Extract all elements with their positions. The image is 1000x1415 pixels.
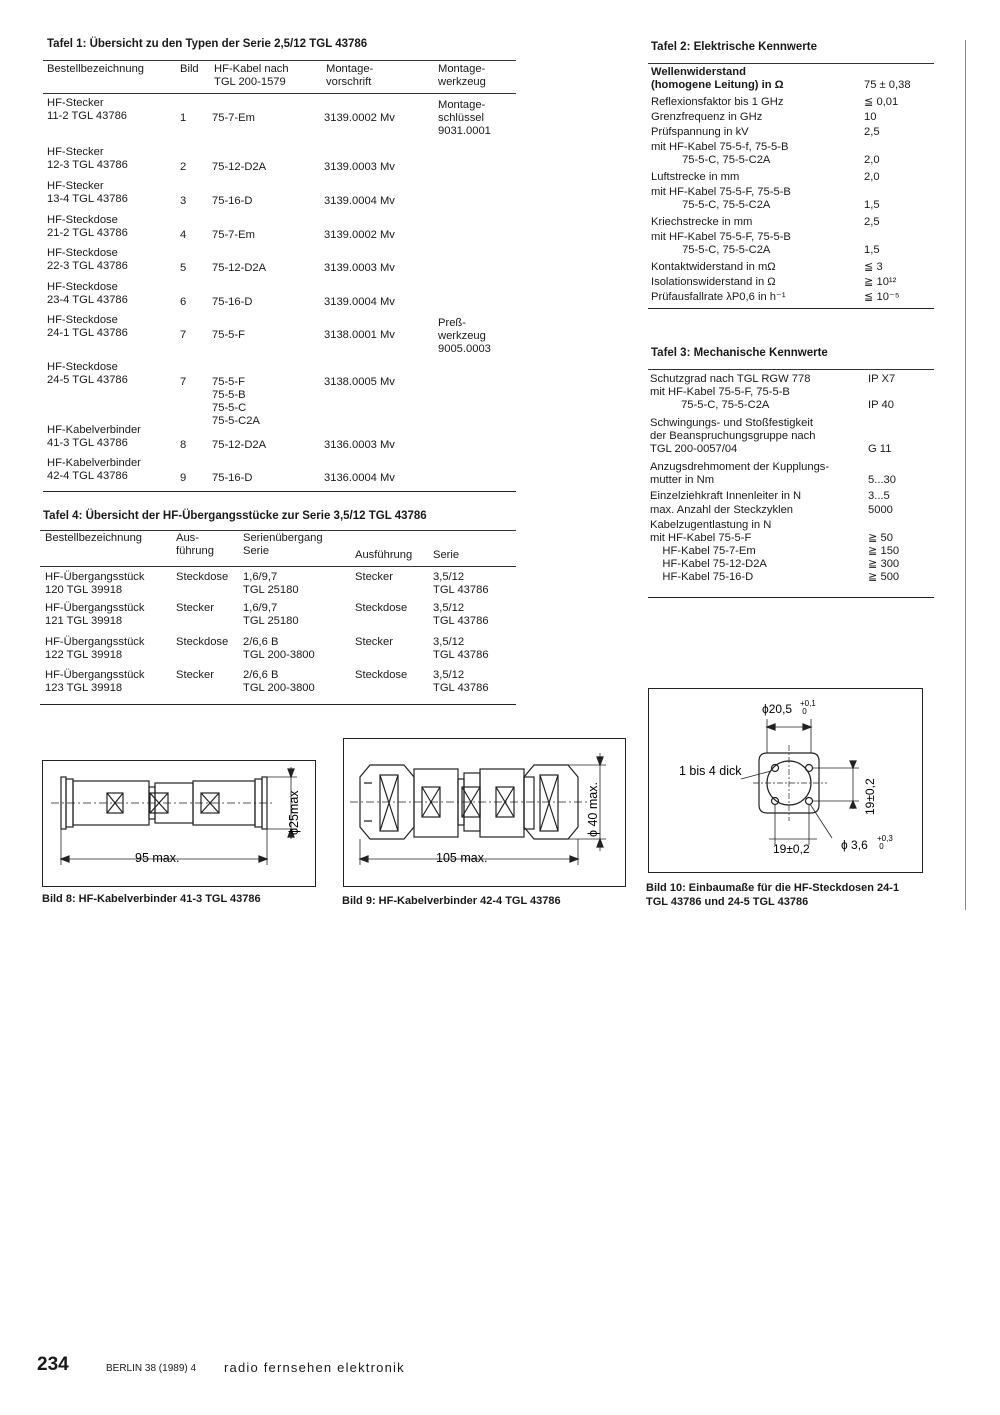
tafel1-row-vorschrift: 3136.0003 Mv — [324, 439, 395, 451]
tafel2-row-value: 2,5 — [864, 216, 880, 228]
bild9-diameter-dim: ϕ 40 max. — [586, 782, 600, 837]
tafel2-row-label: mit HF-Kabel 75-5-f, 75-5-B 75-5-C, 75-5-C2A — [651, 141, 789, 166]
tafel2-row-value: ≦ 0,01 — [864, 96, 899, 108]
tafel1-row-bild: 9 — [180, 472, 187, 484]
bild9-length-dim: 105 max. — [436, 851, 488, 865]
tafel1-row-bild: 8 — [180, 439, 187, 451]
tafel1-row-vorschrift: 3138.0001 Mv — [324, 329, 395, 341]
tafel4-row-serie: 2/6,6 B TGL 200-3800 — [243, 669, 315, 694]
bild10-top-dim: ϕ20,5 — [762, 702, 793, 716]
tafel2-row-label: mit HF-Kabel 75-5-F, 75-5-B 75-5-C, 75-5-C2A — [651, 186, 791, 211]
tafel2-row-value: 2,0 — [864, 154, 880, 166]
bild10-side-dim: 19±0,2 — [863, 778, 877, 815]
tafel2-row-value: ≦ 3 — [864, 261, 883, 273]
tafel1-header-cell: HF-Kabel nach TGL 200-1579 — [214, 63, 289, 88]
tafel1-row-bild: 4 — [180, 229, 187, 241]
tafel1-row-vorschrift: 3139.0003 Mv — [324, 262, 395, 274]
tafel4-row-ausfuehrung2: Stecker — [355, 636, 393, 648]
tafel4-row-serie: 1,6/9,7 TGL 25180 — [243, 571, 299, 596]
bild8-length-dim: 95 max. — [135, 851, 180, 865]
bild10-hole-tol: +0,3 0 — [877, 834, 893, 851]
tafel4-row-serie2: 3,5/12 TGL 43786 — [433, 669, 489, 694]
tafel1-header-cell: Bestellbezeichnung — [47, 63, 145, 75]
tafel1-row-bild: 2 — [180, 161, 187, 173]
bild9-caption: Bild 9: HF-Kabelverbinder 42-4 TGL 43786 — [342, 895, 561, 907]
bild10-frame — [648, 688, 923, 873]
tafel2-row-label: Reflexionsfaktor bis 1 GHz — [651, 96, 784, 108]
tafel1-row-vorschrift: 3139.0003 Mv — [324, 161, 395, 173]
tafel2-title: Tafel 2: Elektrische Kennwerte — [651, 41, 817, 53]
tafel1-row-name: HF-Steckdose 22-3 TGL 43786 — [47, 247, 128, 272]
bild10-thickness-label: 1 bis 4 dick — [679, 764, 742, 778]
tafel1-row-bild: 5 — [180, 262, 187, 274]
tafel2-rule-bottom — [648, 308, 934, 309]
tafel3-rule-top — [648, 369, 934, 370]
tafel1-rule-top — [43, 60, 516, 61]
tafel1-row-kabel: 75-16-D — [212, 472, 253, 484]
tafel2-row-label: mit HF-Kabel 75-5-F, 75-5-B 75-5-C, 75-5-C2A — [651, 231, 791, 256]
tafel1-row-bild: 3 — [180, 195, 187, 207]
tafel2-row-label: Kontaktwiderstand in mΩ — [651, 261, 776, 273]
bild10-top-tol: +0,1 0 — [800, 699, 816, 716]
tafel1-row-bild: 6 — [180, 296, 187, 308]
tafel4-row-ausfuehrung: Stecker — [176, 602, 214, 614]
tafel1-row-vorschrift: 3139.0004 Mv — [324, 296, 395, 308]
tafel2-row-value: 2,5 — [864, 126, 880, 138]
tafel2-row-label: Grenzfrequenz in GHz — [651, 111, 763, 123]
tafel4-row-name: HF-Übergangsstück 123 TGL 39918 — [45, 669, 145, 694]
tafel4-row-serie: 2/6,6 B TGL 200-3800 — [243, 636, 315, 661]
tafel4-header-cell: Aus- führung — [176, 532, 214, 557]
tafel3-row-label: Schutzgrad nach TGL RGW 778 mit HF-Kabel 75-5-F, 75-5-B 75-5-C, 75-5-C2A — [650, 373, 811, 411]
tafel1-row-name: HF-Steckdose 21-2 TGL 43786 — [47, 214, 128, 239]
tafel1-row-vorschrift: 3139.0004 Mv — [324, 195, 395, 207]
bild8-frame — [42, 760, 316, 887]
tafel4-row-ausfuehrung2: Steckdose — [355, 669, 408, 681]
tafel3-row-value: ≧ 50 ≧ 150 ≧ 300 ≧ 500 — [868, 532, 900, 583]
tafel1-row-kabel: 75-5-F — [212, 329, 245, 341]
tafel3-row-value: 5000 — [868, 504, 893, 517]
tafel2-row-label: Isolationswiderstand in Ω — [651, 276, 776, 288]
tafel1-header-cell: Montage- vorschrift — [326, 63, 374, 88]
tafel3-title: Tafel 3: Mechanische Kennwerte — [651, 347, 828, 359]
tafel4-row-serie2: 3,5/12 TGL 43786 — [433, 571, 489, 596]
tafel1-row-kabel: 75-12-D2A — [212, 262, 267, 274]
tafel4-header-cell: Bestellbezeichnung — [45, 532, 143, 544]
tafel4-row-ausfuehrung2: Steckdose — [355, 602, 408, 614]
tafel1-row-name: HF-Stecker 12-3 TGL 43786 — [47, 146, 128, 171]
bild9-frame — [343, 738, 626, 887]
tafel4-header-rule — [40, 566, 516, 567]
tafel3-row-label: Anzugsdrehmoment der Kupplungs- mutter in Nm — [650, 460, 830, 486]
tafel4-row-name: HF-Übergangsstück 120 TGL 39918 — [45, 571, 145, 596]
tafel4-row-name: HF-Übergangsstück 122 TGL 39918 — [45, 636, 145, 661]
tafel4-title: Tafel 4: Übersicht der HF-Übergangsstücke zur Serie 3,5/12 TGL 43786 — [43, 510, 427, 522]
tafel4-rule-bottom — [40, 704, 516, 705]
tafel1-row-vorschrift: 3138.0005 Mv — [324, 376, 395, 388]
tafel4-header-cell: Serie — [433, 549, 460, 561]
tafel1-row-name: HF-Steckdose 24-5 TGL 43786 — [47, 361, 128, 386]
tafel4-rule-top — [40, 530, 516, 531]
bild8-diameter-dim: ϕ25max — [287, 790, 301, 835]
tafel1-row-bild: 7 — [180, 329, 187, 341]
tafel1-row-name: HF-Stecker 11-2 TGL 43786 — [47, 97, 128, 122]
tafel3-row-label: Schwingungs- und Stoßfestigkeit der Beanspruchungsgruppe nach TGL 200-0057/04 — [650, 416, 816, 455]
tafel4-row-ausfuehrung: Steckdose — [176, 571, 229, 583]
tafel1-title: Tafel 1: Übersicht zu den Typen der Serie 2,5/12 TGL 43786 — [47, 38, 368, 50]
tafel1-row-name: HF-Stecker 13-4 TGL 43786 — [47, 180, 128, 205]
tafel3-row-value: 5...30 — [868, 473, 896, 486]
tafel3-row-label: Einzelziehkraft Innenleiter in N — [650, 489, 802, 502]
tafel1-row-vorschrift: 3136.0004 Mv — [324, 472, 395, 484]
tafel1-row-name: HF-Kabelverbinder 41-3 TGL 43786 — [47, 424, 141, 449]
tafel4-row-ausfuehrung2: Stecker — [355, 571, 393, 583]
tafel3-row-value: G 11 — [868, 442, 892, 455]
tafel1-row-werkzeug: Preß- werkzeug 9005.0003 — [438, 317, 491, 355]
tafel2-row-value: ≧ 10¹² — [864, 276, 897, 288]
tafel2-row-value: ≦ 10⁻⁵ — [864, 291, 900, 303]
tafel3-row-value: 3...5 — [868, 489, 890, 502]
tafel2-row-label: Luftstrecke in mm — [651, 171, 740, 183]
tafel1-row-name: HF-Steckdose 24-1 TGL 43786 — [47, 314, 128, 339]
bild10-drawing — [649, 689, 922, 872]
tafel3-rule-bottom — [648, 597, 934, 598]
tafel4-row-serie2: 3,5/12 TGL 43786 — [433, 636, 489, 661]
tafel1-row-kabel: 75-5-F 75-5-B 75-5-C 75-5-C2A — [212, 376, 260, 427]
tafel1-row-werkzeug: Montage- schlüssel 9031.0001 — [438, 99, 491, 137]
tafel4-row-ausfuehrung: Stecker — [176, 669, 214, 681]
tafel2-row-value: 1,5 — [864, 244, 880, 256]
tafel4-header-cell: Serienübergang Serie — [243, 532, 323, 557]
tafel4-row-serie2: 3,5/12 TGL 43786 — [433, 602, 489, 627]
tafel2-row-label: Prüfspannung in kV — [651, 126, 749, 138]
tafel2-row-label: Wellenwiderstand (homogene Leitung) in Ω — [651, 66, 784, 91]
tafel1-rule-bottom — [43, 491, 516, 492]
bild8-drawing — [43, 761, 315, 886]
tafel2-rule-top — [648, 63, 934, 64]
bild10-caption: Bild 10: Einbaumaße für die HF-Steckdosen 24-1 TGL 43786 und 24-5 TGL 43786 — [646, 882, 900, 908]
tafel1-row-bild: 7 — [180, 376, 187, 388]
tafel2-row-label: Kriechstrecke in mm — [651, 216, 753, 228]
tafel3-row-label: Kabelzugentlastung in N mit HF-Kabel 75-5-F HF-Kabel 75-7-Em HF-Kabel 75-12-D2A HF-Kabel 75-16-D — [650, 519, 772, 583]
tafel1-header-rule — [43, 93, 516, 94]
tafel2-row-value: 2,0 — [864, 171, 880, 183]
magazine-name: radio fernsehen elektronik — [224, 1360, 405, 1375]
page-margin-rule — [965, 40, 966, 910]
tafel2-row-value: 75 ± 0,38 — [864, 79, 911, 91]
tafel1-row-kabel: 75-12-D2A — [212, 161, 267, 173]
page-number: 234 — [37, 1354, 69, 1375]
issue-label: BERLIN 38 (1989) 4 — [106, 1363, 197, 1374]
tafel1-row-kabel: 75-12-D2A — [212, 439, 267, 451]
tafel1-row-kabel: 75-7-Em — [212, 229, 255, 241]
tafel4-row-ausfuehrung: Steckdose — [176, 636, 229, 648]
tafel1-row-name: HF-Kabelverbinder 42-4 TGL 43786 — [47, 457, 141, 482]
tafel3-row-label: max. Anzahl der Steckzyklen — [650, 504, 794, 517]
bild8-caption: Bild 8: HF-Kabelverbinder 41-3 TGL 43786 — [42, 893, 261, 905]
tafel1-row-kabel: 75-16-D — [212, 195, 253, 207]
tafel1-header-cell: Montage- werkzeug — [438, 63, 486, 88]
tafel2-row-value: 1,5 — [864, 199, 880, 211]
tafel3-row-value: IP X7 IP 40 — [868, 373, 896, 411]
tafel2-row-label: Prüfausfallrate λP0,6 in h⁻¹ — [651, 291, 786, 303]
tafel1-row-bild: 1 — [180, 112, 187, 124]
tafel1-row-vorschrift: 3139.0002 Mv — [324, 229, 395, 241]
tafel4-row-serie: 1,6/9,7 TGL 25180 — [243, 602, 299, 627]
tafel1-row-name: HF-Steckdose 23-4 TGL 43786 — [47, 281, 128, 306]
tafel4-header-cell: Ausführung — [355, 549, 413, 561]
tafel1-header-cell: Bild — [180, 63, 199, 75]
tafel2-row-value: 10 — [864, 111, 877, 123]
tafel4-row-name: HF-Übergangsstück 121 TGL 39918 — [45, 602, 145, 627]
bild10-hole-dim: ϕ 3,6 — [841, 838, 868, 852]
tafel1-row-kabel: 75-7-Em — [212, 112, 255, 124]
bild10-bottom-dim: 19±0,2 — [773, 842, 810, 856]
tafel1-row-kabel: 75-16-D — [212, 296, 253, 308]
bild9-drawing — [344, 739, 625, 886]
tafel1-row-vorschrift: 3139.0002 Mv — [324, 112, 395, 124]
